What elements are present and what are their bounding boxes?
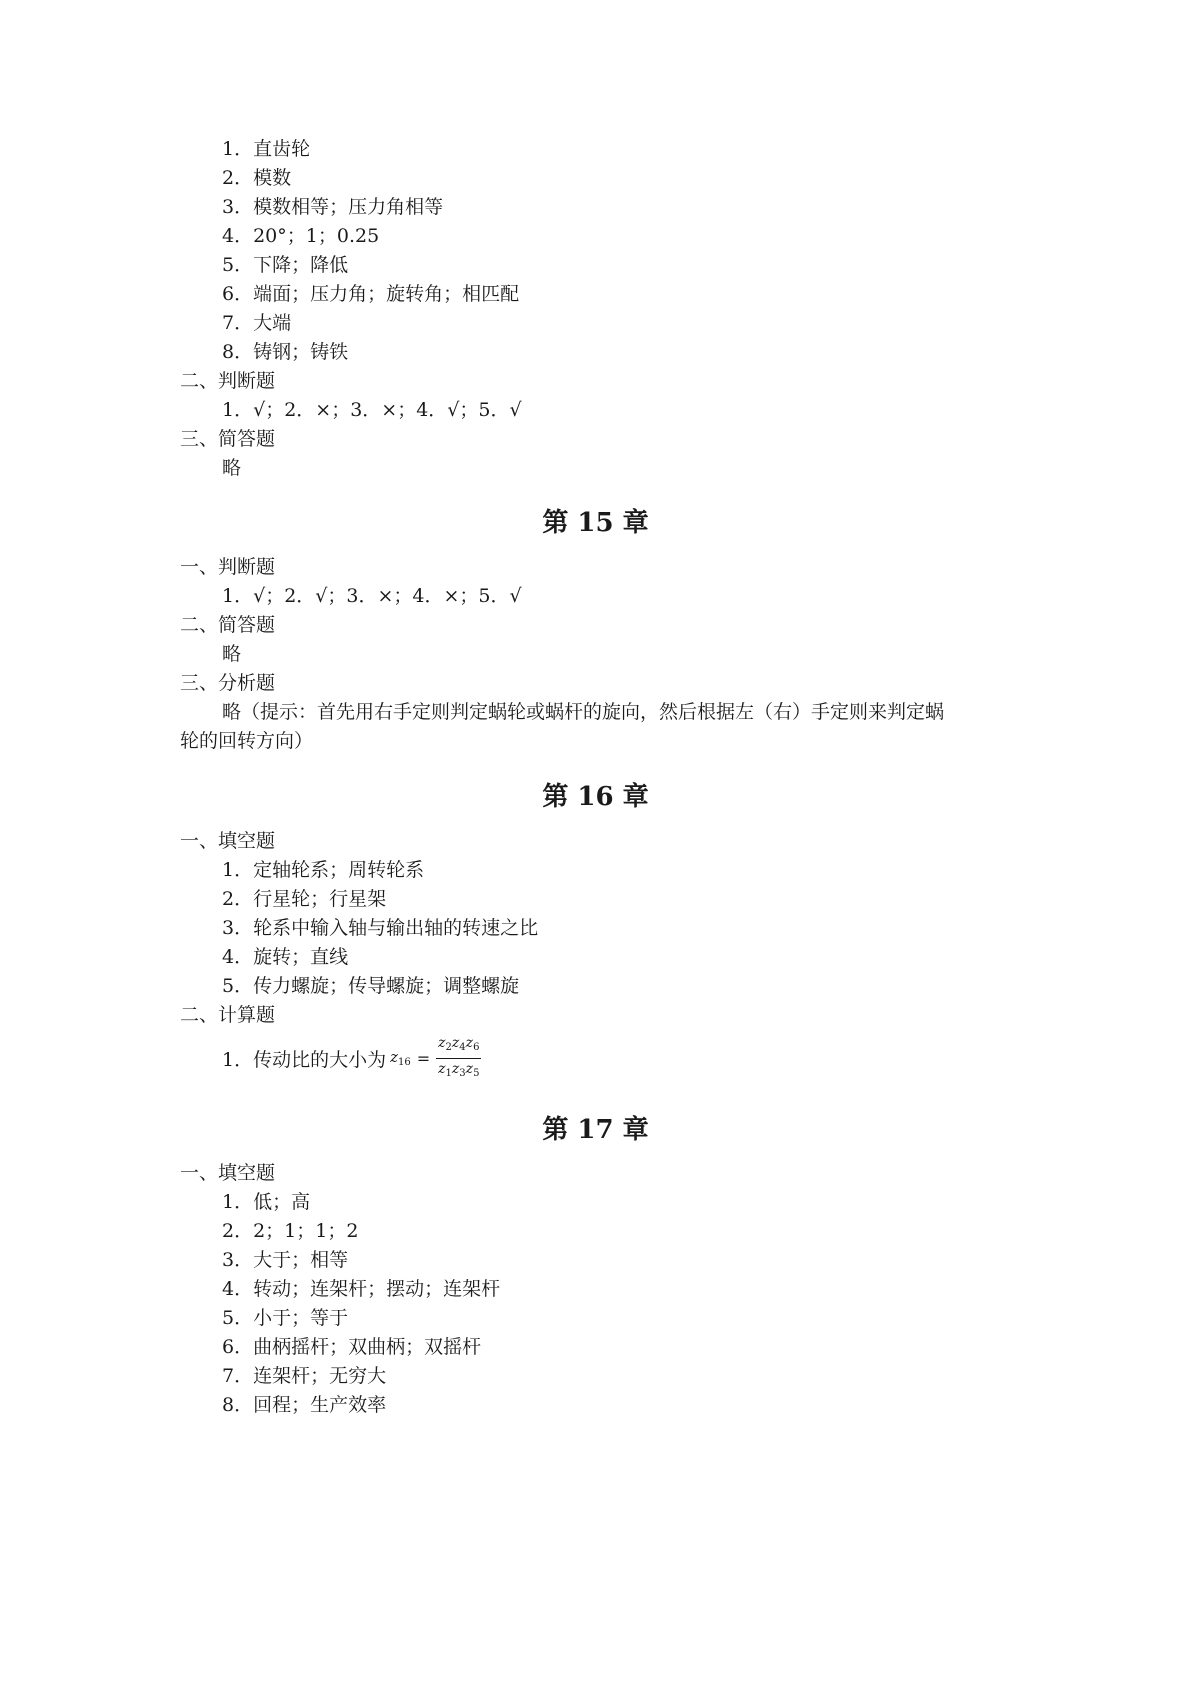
section-heading: 一、判断题: [180, 556, 276, 578]
analysis-text-continued: 轮的回转方向）: [180, 730, 314, 752]
list-item: 6．曲柄摇杆；双曲柄；双摇杆: [222, 1336, 482, 1358]
list-item: 2．2；1；1；2: [222, 1220, 359, 1242]
section-heading: 二、判断题: [180, 370, 276, 392]
short-answer: 略: [222, 457, 242, 479]
chapter-title: 第 16 章: [542, 782, 649, 812]
list-item: 7．连架杆；无穷大: [222, 1365, 387, 1387]
formula-denominator: $z_1z_3z_5$: [438, 1060, 480, 1079]
formula-equals: =: [416, 1048, 431, 1068]
list-item: 5．下降；降低: [222, 254, 349, 276]
section-heading: 二、简答题: [180, 614, 276, 636]
calc-label: 1．传动比的大小为: [222, 1048, 387, 1071]
list-item: 7．大端: [222, 312, 292, 334]
section-heading: 三、分析题: [180, 672, 276, 694]
list-item: 1．低；高: [222, 1191, 311, 1213]
formula-numerator: $z_2z_4z_6$: [438, 1034, 480, 1053]
chapter-title: 第 17 章: [542, 1115, 649, 1145]
list-item: 5．小于；等于: [222, 1307, 349, 1329]
section-heading: 一、填空题: [180, 1162, 276, 1184]
list-item: 3．大于；相等: [222, 1249, 349, 1271]
list-item: 1．定轴轮系；周转轮系: [222, 859, 425, 881]
section-heading: 一、填空题: [180, 830, 276, 852]
list-item: 4．转动；连架杆；摆动；连架杆: [222, 1278, 501, 1300]
analysis-text: 略（提示：首先用右手定则判定蜗轮或蜗杆的旋向，然后根据左（右）手定则来判定蜗: [222, 701, 945, 723]
formula-fraction: [436, 1033, 481, 1084]
list-item: 2．模数: [222, 167, 292, 189]
list-item: 4．旋转；直线: [222, 946, 349, 968]
list-item: 8．铸钢；铸铁: [222, 341, 349, 363]
list-item: 8．回程；生产效率: [222, 1394, 387, 1416]
list-item: 2．行星轮；行星架: [222, 888, 387, 910]
list-item: 5．传力螺旋；传导螺旋；调整螺旋: [222, 975, 520, 997]
section-heading: 三、简答题: [180, 428, 276, 450]
list-item: 3．模数相等；压力角相等: [222, 196, 444, 218]
judge-answers: 1．√；2．√；3．×；4．×；5．√: [222, 585, 522, 607]
list-item: 4．20°；1；0.25: [222, 225, 380, 247]
short-answer: 略: [222, 643, 242, 665]
list-item: 3．轮系中输入轴与输出轴的转速之比: [222, 917, 539, 939]
chapter-title: 第 15 章: [542, 508, 649, 538]
section-heading: 二、计算题: [180, 1004, 276, 1026]
formula-lhs: $z_{16}$: [390, 1048, 411, 1068]
list-item: 1．直齿轮: [222, 138, 311, 160]
calc-answer: [222, 1030, 481, 1086]
list-item: 6．端面；压力角；旋转角；相匹配: [222, 283, 520, 305]
judge-answers: 1．√；2．×；3．×；4．√；5．√: [222, 399, 522, 421]
ratio-formula: [390, 1033, 481, 1084]
